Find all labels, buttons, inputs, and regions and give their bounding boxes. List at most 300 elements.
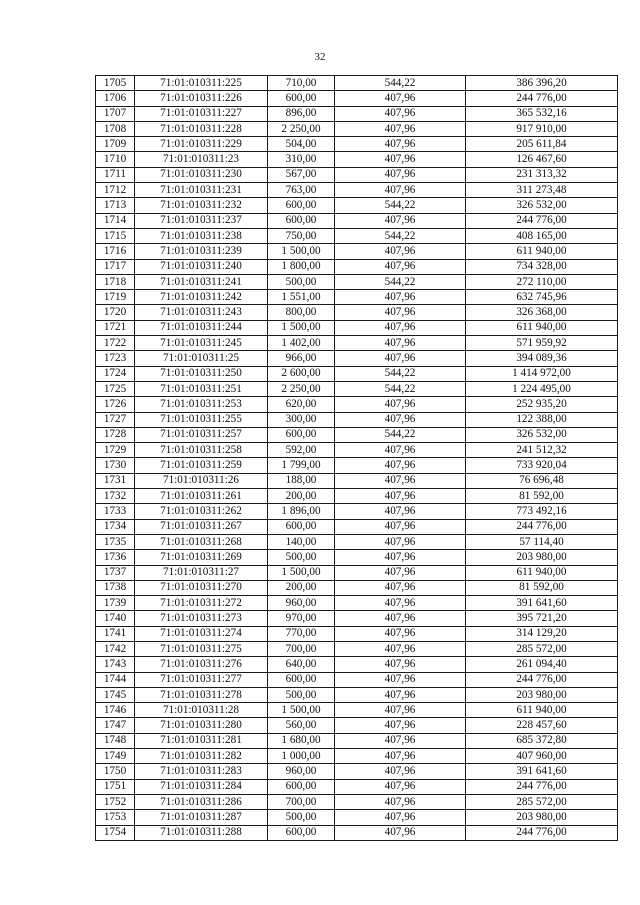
cadastral-value-cell: 228 457,60	[466, 718, 618, 733]
table-row	[96, 458, 618, 473]
area-cell: 504,00	[268, 137, 335, 152]
cadastral-number-cell: 71:01:010311:261	[135, 489, 268, 504]
table-body	[96, 76, 618, 841]
area-cell: 2 600,00	[268, 366, 335, 381]
row-number-cell: 1732	[96, 489, 135, 504]
row-number-cell: 1741	[96, 626, 135, 641]
cadastral-value-cell: 285 572,00	[466, 641, 618, 656]
row-number-cell: 1727	[96, 412, 135, 427]
table-row	[96, 580, 618, 595]
table-row	[96, 397, 618, 412]
area-cell: 1 551,00	[268, 290, 335, 305]
area-cell: 1 500,00	[268, 565, 335, 580]
cadastral-value-cell: 326 532,00	[466, 198, 618, 213]
cadastral-number-cell: 71:01:010311:283	[135, 764, 268, 779]
cadastral-value-cell: 244 776,00	[466, 91, 618, 106]
cadastral-value-cell: 386 396,20	[466, 76, 618, 91]
rate-cell: 407,96	[335, 351, 466, 366]
row-number-cell: 1723	[96, 351, 135, 366]
area-cell: 2 250,00	[268, 121, 335, 136]
table-row	[96, 443, 618, 458]
row-number-cell: 1721	[96, 320, 135, 335]
area-cell: 592,00	[268, 443, 335, 458]
rate-cell: 407,96	[335, 641, 466, 656]
rate-cell: 407,96	[335, 305, 466, 320]
cadastral-number-cell: 71:01:010311:286	[135, 794, 268, 809]
cadastral-value-cell: 203 980,00	[466, 687, 618, 702]
row-number-cell: 1716	[96, 244, 135, 259]
cadastral-value-cell: 733 920,04	[466, 458, 618, 473]
rate-cell: 407,96	[335, 825, 466, 840]
cadastral-number-cell: 71:01:010311:287	[135, 810, 268, 825]
row-number-cell: 1742	[96, 641, 135, 656]
rate-cell: 407,96	[335, 733, 466, 748]
cadastral-value-cell: 272 110,00	[466, 274, 618, 289]
rate-cell: 407,96	[335, 779, 466, 794]
rate-cell: 407,96	[335, 336, 466, 351]
table-row	[96, 473, 618, 488]
cadastral-value-cell: 122 388,00	[466, 412, 618, 427]
row-number-cell: 1753	[96, 810, 135, 825]
cadastral-number-cell: 71:01:010311:255	[135, 412, 268, 427]
cadastral-value-cell: 773 492,16	[466, 504, 618, 519]
row-number-cell: 1748	[96, 733, 135, 748]
row-number-cell: 1735	[96, 534, 135, 549]
cadastral-number-cell: 71:01:010311:228	[135, 121, 268, 136]
row-number-cell: 1706	[96, 91, 135, 106]
rate-cell: 407,96	[335, 320, 466, 335]
cadastral-value-cell: 126 467,60	[466, 152, 618, 167]
cadastral-value-cell: 203 980,00	[466, 550, 618, 565]
cadastral-value-cell: 571 959,92	[466, 336, 618, 351]
row-number-cell: 1746	[96, 703, 135, 718]
cadastral-number-cell: 71:01:010311:282	[135, 749, 268, 764]
row-number-cell: 1705	[96, 76, 135, 91]
rate-cell: 407,96	[335, 565, 466, 580]
rate-cell: 544,22	[335, 381, 466, 396]
table-row	[96, 91, 618, 106]
rate-cell: 407,96	[335, 290, 466, 305]
cadastral-number-cell: 71:01:010311:270	[135, 580, 268, 595]
rate-cell: 544,22	[335, 76, 466, 91]
table-row	[96, 121, 618, 136]
table-row	[96, 626, 618, 641]
area-cell: 640,00	[268, 657, 335, 672]
rate-cell: 407,96	[335, 749, 466, 764]
area-cell: 600,00	[268, 198, 335, 213]
rate-cell: 407,96	[335, 121, 466, 136]
row-number-cell: 1754	[96, 825, 135, 840]
table-row	[96, 213, 618, 228]
rate-cell: 544,22	[335, 427, 466, 442]
table-row	[96, 76, 618, 91]
cadastral-value-cell: 685 372,80	[466, 733, 618, 748]
cadastral-number-cell: 71:01:010311:276	[135, 657, 268, 672]
row-number-cell: 1737	[96, 565, 135, 580]
table-row	[96, 106, 618, 121]
row-number-cell: 1710	[96, 152, 135, 167]
cadastral-value-cell: 391 641,60	[466, 764, 618, 779]
table-row	[96, 657, 618, 672]
table-row	[96, 596, 618, 611]
cadastral-number-cell: 71:01:010311:267	[135, 519, 268, 534]
row-number-cell: 1751	[96, 779, 135, 794]
rate-cell: 407,96	[335, 703, 466, 718]
table-row	[96, 749, 618, 764]
cadastral-number-cell: 71:01:010311:227	[135, 106, 268, 121]
table-row	[96, 565, 618, 580]
row-number-cell: 1734	[96, 519, 135, 534]
table-row	[96, 412, 618, 427]
rate-cell: 407,96	[335, 626, 466, 641]
rate-cell: 407,96	[335, 794, 466, 809]
cadastral-value-cell: 261 094,40	[466, 657, 618, 672]
cadastral-number-cell: 71:01:010311:268	[135, 534, 268, 549]
cadastral-value-cell: 611 940,00	[466, 244, 618, 259]
table-row	[96, 290, 618, 305]
cadastral-value-cell: 314 129,20	[466, 626, 618, 641]
cadastral-value-cell: 252 935,20	[466, 397, 618, 412]
area-cell: 700,00	[268, 641, 335, 656]
cadastral-number-cell: 71:01:010311:288	[135, 825, 268, 840]
rate-cell: 407,96	[335, 412, 466, 427]
cadastral-value-cell: 231 313,32	[466, 167, 618, 182]
cadastral-value-cell: 395 721,20	[466, 611, 618, 626]
cadastral-number-cell: 71:01:010311:259	[135, 458, 268, 473]
area-cell: 763,00	[268, 183, 335, 198]
cadastral-number-cell: 71:01:010311:242	[135, 290, 268, 305]
row-number-cell: 1728	[96, 427, 135, 442]
area-cell: 1 500,00	[268, 703, 335, 718]
table-row	[96, 320, 618, 335]
table-row	[96, 718, 618, 733]
area-cell: 200,00	[268, 489, 335, 504]
rate-cell: 407,96	[335, 611, 466, 626]
row-number-cell: 1725	[96, 381, 135, 396]
cadastral-number-cell: 71:01:010311:230	[135, 167, 268, 182]
table-row	[96, 611, 618, 626]
cadastral-value-cell: 632 745,96	[466, 290, 618, 305]
cadastral-number-cell: 71:01:010311:275	[135, 641, 268, 656]
row-number-cell: 1745	[96, 687, 135, 702]
row-number-cell: 1740	[96, 611, 135, 626]
cadastral-value-cell: 734 328,00	[466, 259, 618, 274]
cadastral-number-cell: 71:01:010311:277	[135, 672, 268, 687]
table-row	[96, 427, 618, 442]
cadastral-number-cell: 71:01:010311:274	[135, 626, 268, 641]
cadastral-value-cell: 365 532,16	[466, 106, 618, 121]
area-cell: 500,00	[268, 274, 335, 289]
row-number-cell: 1750	[96, 764, 135, 779]
page-number: 32	[314, 51, 326, 63]
area-cell: 600,00	[268, 779, 335, 794]
area-cell: 200,00	[268, 580, 335, 595]
cadastral-number-cell: 71:01:010311:240	[135, 259, 268, 274]
row-number-cell: 1724	[96, 366, 135, 381]
row-number-cell: 1739	[96, 596, 135, 611]
rate-cell: 544,22	[335, 198, 466, 213]
cadastral-number-cell: 71:01:010311:241	[135, 274, 268, 289]
area-cell: 310,00	[268, 152, 335, 167]
row-number-cell: 1733	[96, 504, 135, 519]
cadastral-number-cell: 71:01:010311:238	[135, 228, 268, 243]
area-cell: 1 402,00	[268, 336, 335, 351]
rate-cell: 407,96	[335, 580, 466, 595]
rate-cell: 407,96	[335, 687, 466, 702]
cadastral-value-cell: 407 960,00	[466, 749, 618, 764]
cadastral-value-cell: 611 940,00	[466, 703, 618, 718]
area-cell: 1 896,00	[268, 504, 335, 519]
cadastral-value-cell: 391 641,60	[466, 596, 618, 611]
cadastral-value-cell: 244 776,00	[466, 213, 618, 228]
area-cell: 800,00	[268, 305, 335, 320]
cadastral-value-cell: 244 776,00	[466, 519, 618, 534]
row-number-cell: 1717	[96, 259, 135, 274]
table-row	[96, 381, 618, 396]
table-row	[96, 351, 618, 366]
row-number-cell: 1747	[96, 718, 135, 733]
table-row	[96, 794, 618, 809]
table-row	[96, 244, 618, 259]
cadastral-value-cell: 81 592,00	[466, 580, 618, 595]
table-row	[96, 779, 618, 794]
cadastral-value-cell: 203 980,00	[466, 810, 618, 825]
area-cell: 600,00	[268, 91, 335, 106]
rate-cell: 407,96	[335, 550, 466, 565]
row-number-cell: 1720	[96, 305, 135, 320]
cadastral-number-cell: 71:01:010311:26	[135, 473, 268, 488]
cadastral-value-cell: 244 776,00	[466, 779, 618, 794]
table-row	[96, 489, 618, 504]
row-number-cell: 1713	[96, 198, 135, 213]
cadastral-value-cell: 1 414 972,00	[466, 366, 618, 381]
cadastral-number-cell: 71:01:010311:245	[135, 336, 268, 351]
cadastral-value-cell: 611 940,00	[466, 565, 618, 580]
table-row	[96, 366, 618, 381]
row-number-cell: 1743	[96, 657, 135, 672]
cadastral-value-cell: 81 592,00	[466, 489, 618, 504]
cadastral-value-cell: 394 089,36	[466, 351, 618, 366]
area-cell: 1 500,00	[268, 244, 335, 259]
table-row	[96, 687, 618, 702]
area-cell: 500,00	[268, 810, 335, 825]
table-row	[96, 534, 618, 549]
cadastral-value-cell: 611 940,00	[466, 320, 618, 335]
area-cell: 970,00	[268, 611, 335, 626]
cadastral-value-cell: 241 512,32	[466, 443, 618, 458]
cadastral-value-cell: 1 224 495,00	[466, 381, 618, 396]
table-row	[96, 167, 618, 182]
table-row	[96, 152, 618, 167]
cadastral-number-cell: 71:01:010311:284	[135, 779, 268, 794]
cadastral-number-cell: 71:01:010311:262	[135, 504, 268, 519]
table-row	[96, 274, 618, 289]
area-cell: 600,00	[268, 427, 335, 442]
area-cell: 560,00	[268, 718, 335, 733]
area-cell: 2 250,00	[268, 381, 335, 396]
cadastral-number-cell: 71:01:010311:257	[135, 427, 268, 442]
rate-cell: 544,22	[335, 366, 466, 381]
cadastral-number-cell: 71:01:010311:239	[135, 244, 268, 259]
table-row	[96, 228, 618, 243]
cadastral-value-cell: 311 273,48	[466, 183, 618, 198]
cadastral-number-cell: 71:01:010311:225	[135, 76, 268, 91]
rate-cell: 544,22	[335, 274, 466, 289]
cadastral-number-cell: 71:01:010311:278	[135, 687, 268, 702]
row-number-cell: 1752	[96, 794, 135, 809]
rate-cell: 407,96	[335, 810, 466, 825]
cadastral-number-cell: 71:01:010311:253	[135, 397, 268, 412]
row-number-cell: 1714	[96, 213, 135, 228]
rate-cell: 407,96	[335, 259, 466, 274]
cadastral-number-cell: 71:01:010311:25	[135, 351, 268, 366]
row-number-cell: 1712	[96, 183, 135, 198]
cadastral-number-cell: 71:01:010311:231	[135, 183, 268, 198]
cadastral-number-cell: 71:01:010311:243	[135, 305, 268, 320]
table-row	[96, 519, 618, 534]
rate-cell: 407,96	[335, 672, 466, 687]
area-cell: 140,00	[268, 534, 335, 549]
rate-cell: 407,96	[335, 152, 466, 167]
rate-cell: 407,96	[335, 397, 466, 412]
cadastral-number-cell: 71:01:010311:258	[135, 443, 268, 458]
row-number-cell: 1709	[96, 137, 135, 152]
row-number-cell: 1738	[96, 580, 135, 595]
rate-cell: 407,96	[335, 489, 466, 504]
cadastral-value-cell: 326 368,00	[466, 305, 618, 320]
rate-cell: 407,96	[335, 183, 466, 198]
area-cell: 300,00	[268, 412, 335, 427]
cadastral-value-cell: 244 776,00	[466, 825, 618, 840]
area-cell: 1 799,00	[268, 458, 335, 473]
cadastral-value-cell: 285 572,00	[466, 794, 618, 809]
cadastral-number-cell: 71:01:010311:237	[135, 213, 268, 228]
area-cell: 1 800,00	[268, 259, 335, 274]
rate-cell: 407,96	[335, 137, 466, 152]
cadastral-number-cell: 71:01:010311:23	[135, 152, 268, 167]
rate-cell: 407,96	[335, 443, 466, 458]
area-cell: 1 680,00	[268, 733, 335, 748]
rate-cell: 407,96	[335, 764, 466, 779]
rate-cell: 407,96	[335, 519, 466, 534]
area-cell: 960,00	[268, 596, 335, 611]
table-row	[96, 825, 618, 840]
rate-cell: 407,96	[335, 106, 466, 121]
cadastral-number-cell: 71:01:010311:280	[135, 718, 268, 733]
row-number-cell: 1708	[96, 121, 135, 136]
table-row	[96, 733, 618, 748]
area-cell: 700,00	[268, 794, 335, 809]
row-number-cell: 1707	[96, 106, 135, 121]
area-cell: 600,00	[268, 672, 335, 687]
area-cell: 960,00	[268, 764, 335, 779]
rate-cell: 407,96	[335, 504, 466, 519]
area-cell: 966,00	[268, 351, 335, 366]
area-cell: 750,00	[268, 228, 335, 243]
rate-cell: 407,96	[335, 213, 466, 228]
rate-cell: 407,96	[335, 458, 466, 473]
cadastral-value-cell: 76 696,48	[466, 473, 618, 488]
table-row	[96, 137, 618, 152]
cadastral-number-cell: 71:01:010311:272	[135, 596, 268, 611]
row-number-cell: 1731	[96, 473, 135, 488]
area-cell: 600,00	[268, 213, 335, 228]
row-number-cell: 1715	[96, 228, 135, 243]
area-cell: 600,00	[268, 825, 335, 840]
table-row	[96, 336, 618, 351]
area-cell: 1 500,00	[268, 320, 335, 335]
cadastral-number-cell: 71:01:010311:281	[135, 733, 268, 748]
area-cell: 620,00	[268, 397, 335, 412]
rate-cell: 407,96	[335, 596, 466, 611]
cadastral-value-table	[95, 75, 618, 841]
cadastral-value-cell: 408 165,00	[466, 228, 618, 243]
rate-cell: 407,96	[335, 534, 466, 549]
table-row	[96, 504, 618, 519]
cadastral-number-cell: 71:01:010311:273	[135, 611, 268, 626]
cadastral-value-cell: 244 776,00	[466, 672, 618, 687]
rate-cell: 407,96	[335, 91, 466, 106]
cadastral-value-cell: 326 532,00	[466, 427, 618, 442]
table-row	[96, 672, 618, 687]
row-number-cell: 1736	[96, 550, 135, 565]
cadastral-value-cell: 205 611,84	[466, 137, 618, 152]
area-cell: 710,00	[268, 76, 335, 91]
table-row	[96, 641, 618, 656]
cadastral-value-cell: 917 910,00	[466, 121, 618, 136]
area-cell: 188,00	[268, 473, 335, 488]
row-number-cell: 1711	[96, 167, 135, 182]
cadastral-number-cell: 71:01:010311:27	[135, 565, 268, 580]
area-cell: 600,00	[268, 519, 335, 534]
area-cell: 770,00	[268, 626, 335, 641]
cadastral-number-cell: 71:01:010311:269	[135, 550, 268, 565]
rate-cell: 407,96	[335, 718, 466, 733]
table-row	[96, 550, 618, 565]
row-number-cell: 1730	[96, 458, 135, 473]
area-cell: 1 000,00	[268, 749, 335, 764]
table-row	[96, 198, 618, 213]
area-cell: 567,00	[268, 167, 335, 182]
cadastral-number-cell: 71:01:010311:251	[135, 381, 268, 396]
table-row	[96, 703, 618, 718]
rate-cell: 407,96	[335, 473, 466, 488]
row-number-cell: 1749	[96, 749, 135, 764]
rate-cell: 544,22	[335, 228, 466, 243]
row-number-cell: 1718	[96, 274, 135, 289]
area-cell: 500,00	[268, 687, 335, 702]
cadastral-number-cell: 71:01:010311:229	[135, 137, 268, 152]
cadastral-number-cell: 71:01:010311:226	[135, 91, 268, 106]
table-row	[96, 764, 618, 779]
cadastral-value-cell: 57 114,40	[466, 534, 618, 549]
cadastral-number-cell: 71:01:010311:250	[135, 366, 268, 381]
row-number-cell: 1726	[96, 397, 135, 412]
cadastral-number-cell: 71:01:010311:28	[135, 703, 268, 718]
table-row	[96, 810, 618, 825]
table-row	[96, 183, 618, 198]
row-number-cell: 1719	[96, 290, 135, 305]
cadastral-number-cell: 71:01:010311:232	[135, 198, 268, 213]
row-number-cell: 1729	[96, 443, 135, 458]
table-row	[96, 305, 618, 320]
rate-cell: 407,96	[335, 657, 466, 672]
rate-cell: 407,96	[335, 167, 466, 182]
row-number-cell: 1722	[96, 336, 135, 351]
area-cell: 896,00	[268, 106, 335, 121]
table-row	[96, 259, 618, 274]
cadastral-number-cell: 71:01:010311:244	[135, 320, 268, 335]
